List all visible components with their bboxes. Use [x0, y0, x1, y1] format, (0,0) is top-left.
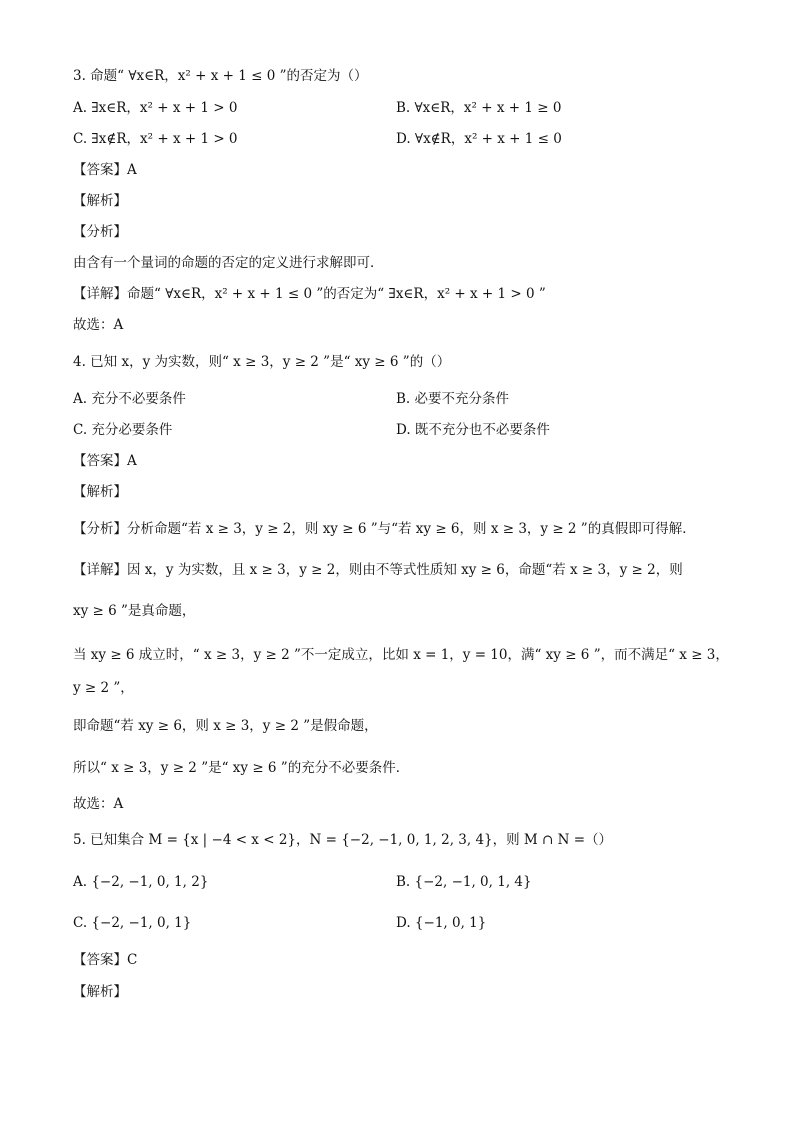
q3-fenxi-text: 由含有一个量词的命题的否定的定义进行求解即可．: [73, 255, 384, 271]
q4-detail-line-1: 【详解】因 x，y 为实数，且 x ≥ 3，y ≥ 2，则由不等式性质知 xy ≥ 6，命题“若 x ≥ 3，y ≥ 2，则: [73, 562, 683, 578]
q4-option-a: A. 充分不必要条件: [73, 391, 186, 407]
q5-analysis-label: 【解析】: [73, 984, 127, 1000]
q4-option-c: C. 充分必要条件: [73, 422, 173, 438]
q4-detail-line-5: 即命题“若 xy ≥ 6，则 x ≥ 3，y ≥ 2 ”是假命题，: [73, 718, 378, 734]
q4-option-d: D. 既不充分也不必要条件: [396, 422, 550, 438]
q3-answer: 【答案】A: [73, 162, 137, 178]
q4-detail-line-3: 当 xy ≥ 6 成立时，“ x ≥ 3，y ≥ 2 ”不一定成立，比如 x = 1，y = 10，满“ xy ≥ 6 ”，而不满足“ x ≥ 3，: [73, 647, 729, 663]
q4-stem: 4. 已知 x，y 为实数，则“ x ≥ 3，y ≥ 2 ”是“ xy ≥ 6 ”的（）: [73, 354, 451, 370]
q5-option-c: C. {−2, −1, 0, 1}: [73, 915, 192, 931]
q3-analysis-label: 【解析】: [73, 193, 127, 209]
q3-option-b: B. ∀x∈R，x² + x + 1 ≥ 0: [396, 100, 562, 116]
q3-fenxi-label: 【分析】: [73, 224, 127, 240]
q3-option-d: D. ∀x∉R，x² + x + 1 ≤ 0: [396, 131, 562, 147]
q5-option-d: D. {−1, 0, 1}: [396, 915, 487, 931]
q3-choose: 故选：A: [73, 317, 124, 333]
q3-option-a: A. ∃x∈R，x² + x + 1 > 0: [73, 100, 238, 116]
q5-answer: 【答案】C: [73, 952, 138, 968]
q5-option-b: B. {−2, −1, 0, 1, 4}: [396, 874, 532, 890]
q4-option-b: B. 必要不充分条件: [396, 391, 510, 407]
q5-option-a: A. {−2, −1, 0, 1, 2}: [73, 874, 209, 890]
q4-answer: 【答案】A: [73, 453, 137, 469]
q4-choose: 故选：A: [73, 796, 124, 812]
q5-stem: 5. 已知集合 M = {x | −4 < x < 2}，N = {−2, −1, 0, 1, 2, 3, 4}，则 M ∩ N =（）: [73, 832, 613, 848]
q4-detail-line-2: xy ≥ 6 ”是真命题，: [73, 603, 196, 619]
q3-detail: 【详解】命题“ ∀x∈R，x² + x + 1 ≤ 0 ”的否定为“ ∃x∈R，x² + x + 1 > 0 ”: [73, 286, 546, 302]
q4-fenxi: 【分析】分析命题“若 x ≥ 3，y ≥ 2，则 xy ≥ 6 ”与“若 xy ≥ 6，则 x ≥ 3，y ≥ 2 ”的真假即可得解．: [73, 521, 696, 537]
q4-analysis-label: 【解析】: [73, 484, 127, 500]
q4-detail-line-4: y ≥ 2 ”，: [73, 680, 134, 696]
q4-detail-line-6: 所以“ x ≥ 3，y ≥ 2 ”是“ xy ≥ 6 ”的充分不必要条件．: [73, 760, 410, 776]
q3-stem: 3. 命题“ ∀x∈R，x² + x + 1 ≤ 0 ”的否定为（）: [73, 68, 368, 84]
q3-option-c: C. ∃x∉R，x² + x + 1 > 0: [73, 131, 238, 147]
